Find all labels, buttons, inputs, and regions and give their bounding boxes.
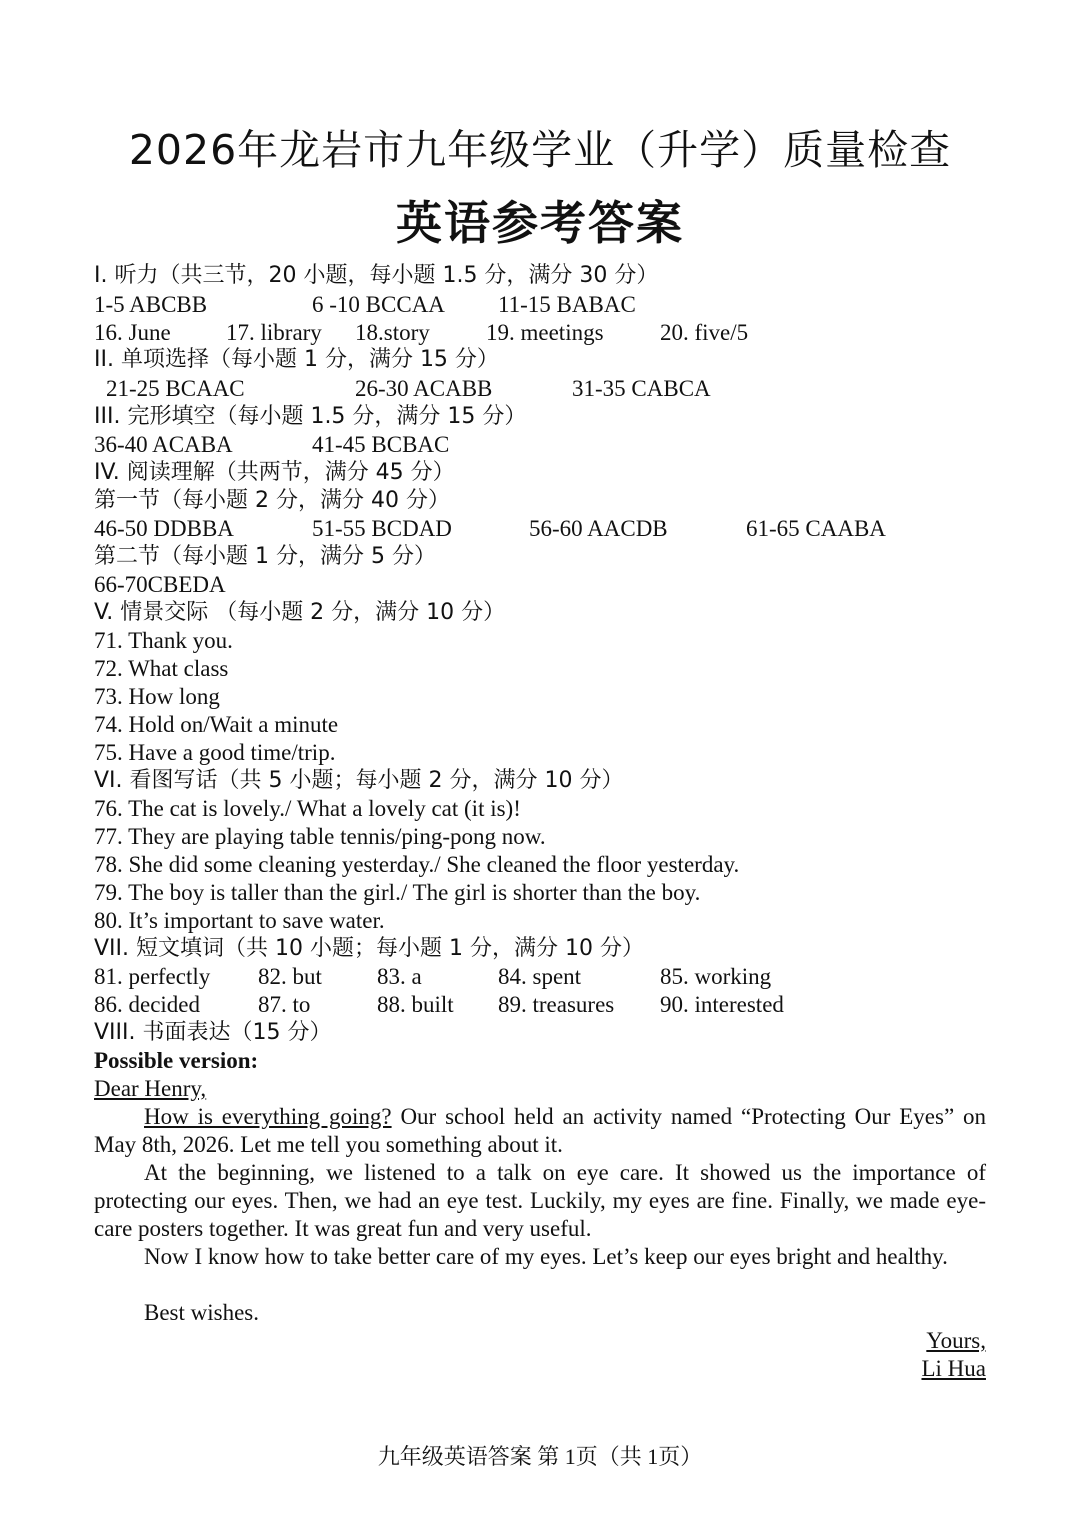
answer-item: 16. June [94,320,171,345]
answer-group: 6 -10 BCCAA [312,292,445,317]
answer-item: 90. interested [660,992,784,1017]
answer-group: 21-25 BCAAC [106,376,245,401]
answer-item: 80. It’s important to save water. [94,908,385,933]
answer-item: 88. built [377,992,454,1017]
answer-item: 86. decided [94,992,201,1017]
section-8-header: VIII. 书面表达（15 分） [94,1020,332,1045]
section-5-header: V. 情景交际 （每小题 2 分，满分 10 分） [94,600,506,625]
answer-item: 17. library [226,320,322,345]
answer-group: 11-15 BABAC [498,292,636,317]
answer-item: 83. a [377,964,422,989]
answer-item: 18.story [355,320,430,345]
answer-group: 31-35 CABCA [572,376,711,401]
answer-item: 78. She did some cleaning yesterday./ She cleaned the floor yesterday. [94,852,740,877]
answer-item: 20. five/5 [660,320,749,345]
section-2-header: II. 单项选择（每小题 1 分，满分 15 分） [94,347,499,372]
answer-item: 82. but [258,964,322,989]
answer-group: 1-5 ABCBB [94,292,208,317]
answer-item: 85. working [660,964,772,989]
answer-item: 73. How long [94,684,220,709]
answer-item: 71. Thank you. [94,628,233,653]
letter-closing: Best wishes. [144,1300,259,1325]
letter-greeting: Dear Henry, [94,1076,207,1101]
section-6-header: VI. 看图写话（共 5 小题；每小题 2 分，满分 10 分） [94,768,624,793]
answer-item: 77. They are playing table tennis/ping-pong now. [94,824,546,849]
letter-opening-sentence: How is everything going? [144,1104,392,1129]
answer-group: 46-50 DDBBA [94,516,234,541]
answer-item: 72. What class [94,656,229,681]
letter-paragraph-3: Now I know how to take better care of my eyes. Let’s keep our eyes bright and healthy. [144,1244,948,1269]
section-3-header: III. 完形填空（每小题 1.5 分，满分 15 分） [94,404,527,429]
document-title: 2026年龙岩市九年级学业（升学）质量检查 [128,126,952,174]
letter-signature: Li Hua [921,1356,986,1381]
letter-paragraph-1-text: Our school held an activity named “Protecting Our Eyes” on May 8th, 2026. Let me tell you something about it. [94,1104,987,1157]
answer-group: 56-60 AACDB [529,516,668,541]
answer-item: 74. Hold on/Wait a minute [94,712,339,737]
answer-item: 79. The boy is taller than the girl./ The girl is shorter than the boy. [94,880,701,905]
answer-item: 76. The cat is lovely./ What a lovely cat (it is)! [94,796,521,821]
answer-group: 66-70CBEDA [94,572,226,597]
possible-version-label: Possible version: [94,1048,259,1073]
answer-group: 51-55 BCDAD [312,516,452,541]
section-4-part1-header: 第一节（每小题 2 分，满分 40 分） [94,488,450,513]
answer-item: 81. perfectly [94,964,211,989]
answer-item: 84. spent [498,964,582,989]
section-4-part2-header: 第二节（每小题 1 分，满分 5 分） [94,544,436,569]
answer-item: 75. Have a good time/trip. [94,740,336,765]
letter-paragraph-2: At the beginning, we listened to a talk on eye care. It showed us the importance of protecting our eyes. Then, we had an eye test. Luckily, my eyes are fine. Finally, we made eye-care posters together. It was great fun and very useful. [94,1160,986,1241]
answer-item: 19. meetings [486,320,604,345]
answer-item: 87. to [258,992,311,1017]
answer-group: 26-30 ACABB [355,376,493,401]
section-4-header: IV. 阅读理解（共两节，满分 45 分） [94,460,455,485]
section-7-header: VII. 短文填词（共 10 小题；每小题 1 分，满分 10 分） [94,936,644,961]
document-subtitle: 英语参考答案 [396,196,684,250]
letter-paragraph-1 [94,1103,986,1159]
page-footer: 九年级英语答案 第 1页（共 1页） [377,1444,703,1469]
section-1-header: I. 听力（共三节，20 小题，每小题 1.5 分，满分 30 分） [94,263,659,288]
answer-group: 41-45 BCBAC [312,432,450,457]
answer-group: 61-65 CAABA [746,516,886,541]
answer-item: 89. treasures [498,992,615,1017]
letter-yours: Yours, [926,1328,986,1353]
answer-group: 36-40 ACABA [94,432,233,457]
